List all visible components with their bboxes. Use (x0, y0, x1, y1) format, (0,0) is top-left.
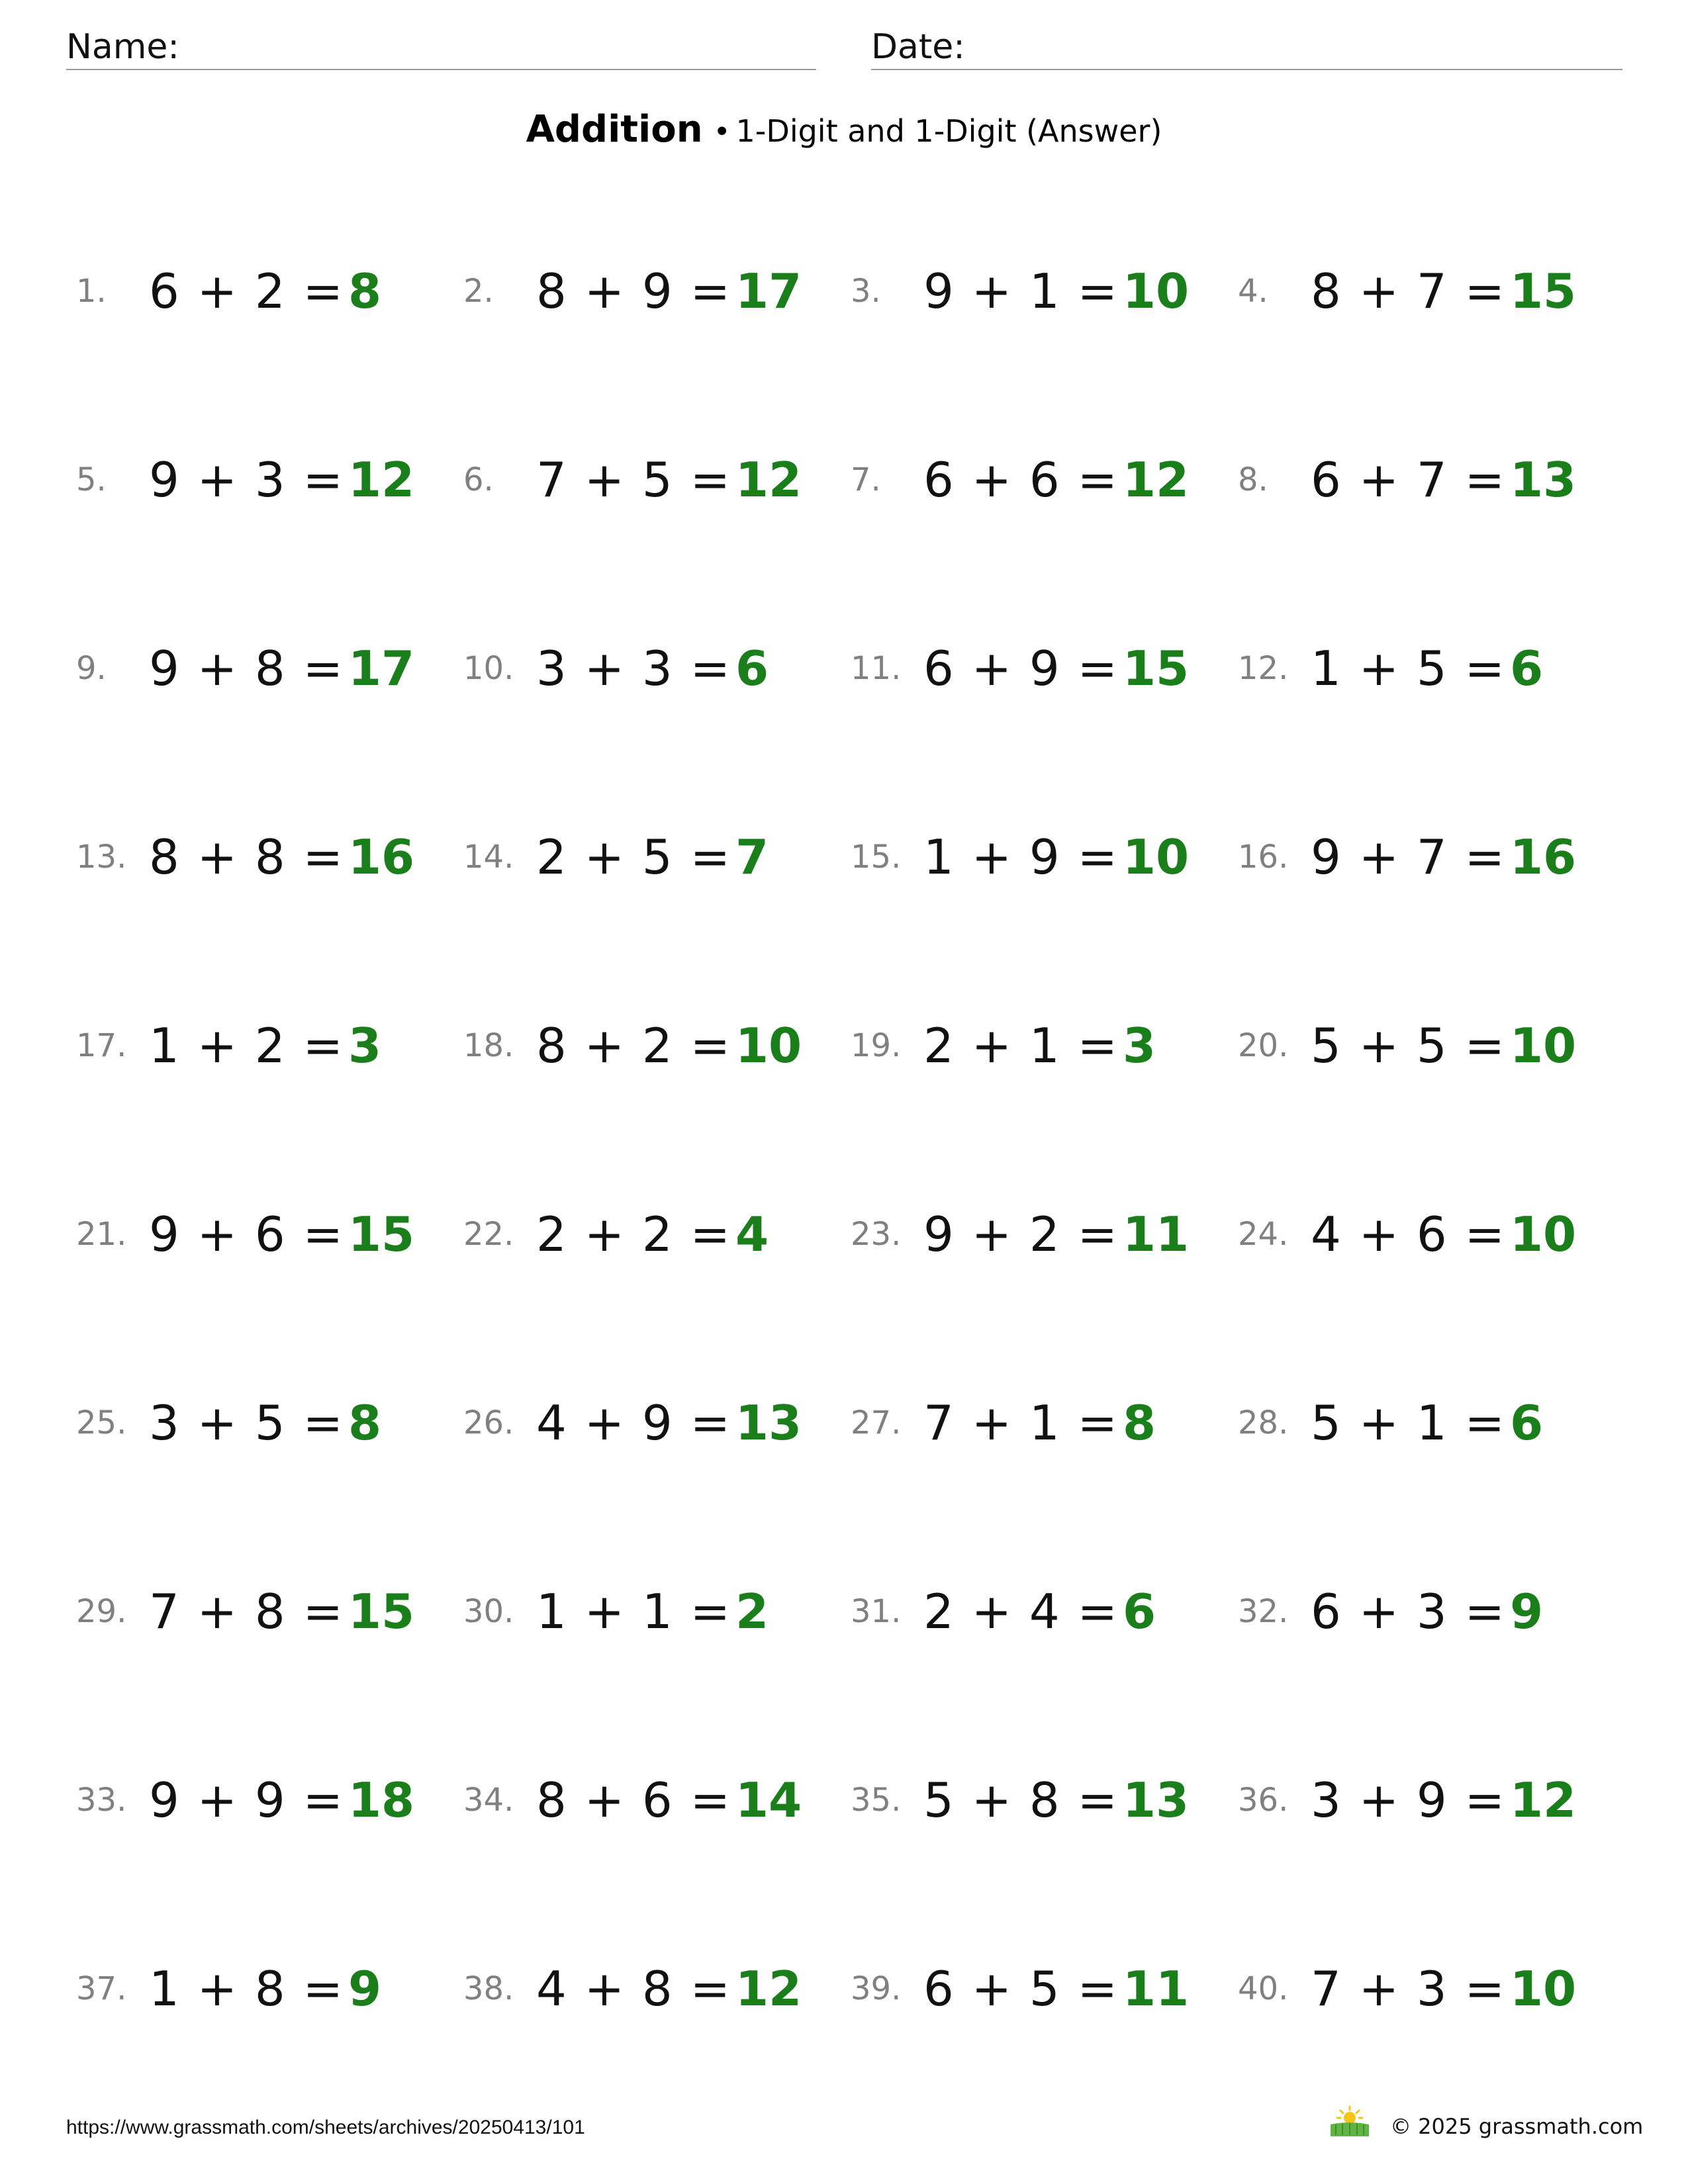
problem-number: 25. (76, 1404, 127, 1441)
problem-answer: 11 (1122, 1961, 1190, 2017)
problem-number: 6. (463, 461, 494, 498)
problem-answer: 10 (1509, 1206, 1577, 1262)
problem-expression: 1 + 8 = (149, 1961, 344, 2017)
problem-answer: 6 (735, 641, 769, 696)
problem-expression: 2 + 4 = (923, 1584, 1119, 1639)
problem-answer: 18 (348, 1772, 415, 1828)
problem-number: 18. (463, 1027, 514, 1064)
problem-number: 35. (851, 1782, 902, 1819)
problem-number: 38. (463, 1970, 514, 2007)
problem-item (851, 1201, 1189, 1267)
problem-answer: 15 (1509, 263, 1577, 319)
problem-number: 15. (851, 839, 902, 876)
problem-number: 2. (463, 273, 494, 310)
problem-expression: 1 + 1 = (536, 1584, 731, 1639)
problem-expression: 9 + 2 = (923, 1206, 1119, 1262)
problem-item (851, 1390, 1156, 1456)
problem-expression: 9 + 8 = (149, 641, 344, 696)
problem-number: 33. (76, 1782, 127, 1819)
problem-expression: 2 + 1 = (923, 1018, 1119, 1073)
problem-number: 23. (851, 1216, 902, 1253)
problem-expression: 8 + 8 = (149, 829, 344, 885)
problem-number: 28. (1238, 1404, 1289, 1441)
problem-expression: 7 + 3 = (1311, 1961, 1506, 2017)
problem-expression: 4 + 9 = (536, 1395, 731, 1451)
footer-url: https://www.grassmath.com/sheets/archives/20250413/101 (66, 2116, 585, 2138)
problem-answer: 7 (735, 829, 769, 885)
problem-expression: 6 + 6 = (923, 452, 1119, 508)
problem-answer: 15 (348, 1584, 415, 1639)
problem-item (1238, 1013, 1576, 1079)
problem-answer: 8 (348, 1395, 382, 1451)
problem-expression: 1 + 2 = (149, 1018, 344, 1073)
problem-item (1238, 1578, 1543, 1645)
problem-number: 29. (76, 1593, 127, 1630)
problem-number: 31. (851, 1593, 902, 1630)
problem-expression: 1 + 9 = (923, 829, 1119, 885)
problem-expression: 6 + 9 = (923, 641, 1119, 696)
problem-item (463, 258, 802, 324)
problem-number: 13. (76, 839, 127, 876)
problem-number: 30. (463, 1593, 514, 1630)
problem-answer: 13 (735, 1395, 802, 1451)
problem-item (76, 1390, 381, 1456)
problem-expression: 8 + 6 = (536, 1772, 731, 1828)
problem-number: 19. (851, 1027, 902, 1064)
problem-expression: 4 + 8 = (536, 1961, 731, 2017)
problem-item (851, 1578, 1156, 1645)
problem-answer: 9 (1509, 1584, 1544, 1639)
title-subtitle: 1-Digit and 1-Digit (Answer) (735, 113, 1162, 149)
problem-expression: 3 + 9 = (1311, 1772, 1506, 1828)
problem-expression: 5 + 5 = (1311, 1018, 1506, 1073)
problem-item (463, 1013, 802, 1079)
problem-item (463, 1956, 802, 2022)
problem-answer: 12 (348, 452, 415, 508)
problem-answer: 10 (1509, 1018, 1577, 1073)
problem-answer: 8 (1122, 1395, 1156, 1451)
problem-item (1238, 635, 1543, 702)
problem-answer: 16 (1509, 829, 1577, 885)
problem-item (76, 1013, 381, 1079)
problem-answer: 12 (1122, 452, 1190, 508)
problem-answer: 14 (735, 1772, 802, 1828)
problem-expression: 6 + 7 = (1311, 452, 1506, 508)
problem-item (1238, 1201, 1576, 1267)
problem-answer: 12 (1509, 1772, 1577, 1828)
title-main: Addition (526, 108, 703, 151)
problem-item (851, 258, 1189, 324)
problem-item (1238, 824, 1576, 890)
problem-expression: 6 + 3 = (1311, 1584, 1506, 1639)
problem-item (76, 635, 414, 702)
problem-number: 39. (851, 1970, 902, 2007)
problem-number: 12. (1238, 650, 1289, 687)
problem-answer: 13 (1122, 1772, 1190, 1828)
problem-number: 1. (76, 273, 107, 310)
problem-answer: 17 (348, 641, 415, 696)
problem-number: 9. (76, 650, 107, 687)
problem-item (463, 1578, 769, 1645)
problem-expression: 9 + 1 = (923, 263, 1119, 319)
problem-expression: 7 + 8 = (149, 1584, 344, 1639)
problem-answer: 3 (348, 1018, 382, 1073)
problem-number: 26. (463, 1404, 514, 1441)
problem-expression: 4 + 6 = (1311, 1206, 1506, 1262)
problem-number: 24. (1238, 1216, 1289, 1253)
problem-answer: 13 (1509, 452, 1577, 508)
problem-answer: 16 (348, 829, 415, 885)
problem-expression: 9 + 7 = (1311, 829, 1506, 885)
problem-item (1238, 1956, 1576, 2022)
footer-copyright: © 2025 grassmath.com (1390, 2114, 1644, 2139)
problem-item (463, 1390, 802, 1456)
problem-item (463, 1201, 769, 1267)
problem-number: 7. (851, 461, 881, 498)
problem-answer: 8 (348, 263, 382, 319)
problem-answer: 10 (1509, 1961, 1577, 2017)
problem-item (851, 635, 1189, 702)
problem-answer: 12 (735, 452, 802, 508)
problem-expression: 9 + 6 = (149, 1206, 344, 1262)
problem-expression: 2 + 2 = (536, 1206, 731, 1262)
problem-number: 10. (463, 650, 514, 687)
problem-item (76, 1201, 414, 1267)
title-bullet: • (713, 115, 731, 149)
problem-item (463, 1767, 802, 1833)
problem-number: 21. (76, 1216, 127, 1253)
problem-item (851, 824, 1189, 890)
problem-number: 8. (1238, 461, 1268, 498)
problem-expression: 8 + 2 = (536, 1018, 731, 1073)
problem-expression: 2 + 5 = (536, 829, 731, 885)
problem-answer: 11 (1122, 1206, 1190, 1262)
problem-answer: 10 (1122, 263, 1190, 319)
problem-expression: 7 + 1 = (923, 1395, 1119, 1451)
problem-expression: 6 + 5 = (923, 1961, 1119, 2017)
problem-answer: 6 (1122, 1584, 1156, 1639)
problem-item (76, 1578, 414, 1645)
problem-answer: 12 (735, 1961, 802, 2017)
problem-expression: 3 + 3 = (536, 641, 731, 696)
problem-expression: 9 + 3 = (149, 452, 344, 508)
problem-number: 40. (1238, 1970, 1289, 2007)
problem-expression: 5 + 1 = (1311, 1395, 1506, 1451)
problem-item (1238, 1767, 1576, 1833)
problem-number: 22. (463, 1216, 514, 1253)
problem-item (851, 1956, 1189, 2022)
problem-number: 3. (851, 273, 881, 310)
problem-answer: 10 (735, 1018, 802, 1073)
problem-answer: 4 (735, 1206, 769, 1262)
problem-item (463, 635, 769, 702)
problem-number: 37. (76, 1970, 127, 2007)
problem-answer: 17 (735, 263, 802, 319)
problem-item (76, 1767, 414, 1833)
problem-answer: 2 (735, 1584, 769, 1639)
problem-item (76, 258, 381, 324)
problem-expression: 8 + 9 = (536, 263, 731, 319)
problem-item (76, 824, 414, 890)
problem-number: 34. (463, 1782, 514, 1819)
problem-expression: 9 + 9 = (149, 1772, 344, 1828)
problem-answer: 3 (1122, 1018, 1156, 1073)
problem-item (463, 824, 769, 890)
problem-answer: 10 (1122, 829, 1190, 885)
problem-answer: 6 (1509, 1395, 1544, 1451)
problem-number: 17. (76, 1027, 127, 1064)
name-label: Name: (66, 27, 179, 67)
problem-answer: 9 (348, 1961, 382, 2017)
problem-number: 5. (76, 461, 107, 498)
problem-expression: 6 + 2 = (149, 263, 344, 319)
problem-item (1238, 447, 1576, 513)
problem-item (76, 447, 414, 513)
problem-expression: 8 + 7 = (1311, 263, 1506, 319)
problem-number: 20. (1238, 1027, 1289, 1064)
problem-item (1238, 1390, 1543, 1456)
sun-grass-icon (1328, 2105, 1372, 2138)
problem-answer: 6 (1509, 641, 1544, 696)
problem-item (851, 1013, 1156, 1079)
problem-number: 14. (463, 839, 514, 876)
problem-expression: 5 + 8 = (923, 1772, 1119, 1828)
problem-item (463, 447, 802, 513)
problem-expression: 1 + 5 = (1311, 641, 1506, 696)
problem-number: 32. (1238, 1593, 1289, 1630)
problem-number: 27. (851, 1404, 902, 1441)
problem-item (1238, 258, 1576, 324)
problem-number: 4. (1238, 273, 1268, 310)
problem-answer: 15 (1122, 641, 1190, 696)
problem-answer: 15 (348, 1206, 415, 1262)
problem-item (76, 1956, 381, 2022)
problem-expression: 7 + 5 = (536, 452, 731, 508)
problem-item (851, 447, 1189, 513)
problem-expression: 3 + 5 = (149, 1395, 344, 1451)
problem-number: 16. (1238, 839, 1289, 876)
problem-item (851, 1767, 1189, 1833)
problem-number: 11. (851, 650, 902, 687)
problem-number: 36. (1238, 1782, 1289, 1819)
date-label: Date: (871, 27, 965, 67)
